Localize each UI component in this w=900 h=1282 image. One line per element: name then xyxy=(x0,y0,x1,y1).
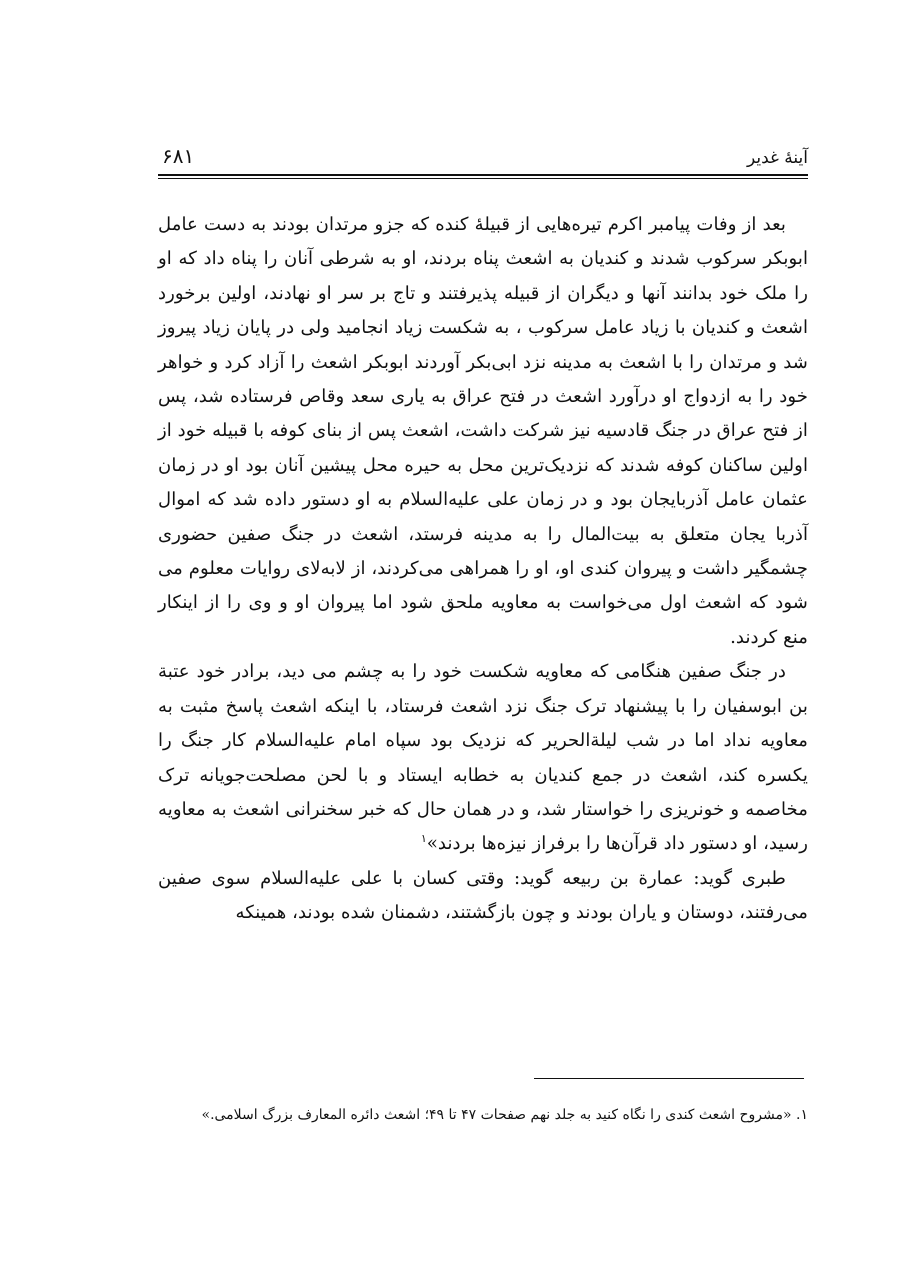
running-header xyxy=(158,144,808,174)
footnote: ۱. «مشروح اشعث کندی را نگاه کنید به جلد نهم صفحات ۴۷ تا ۴۹؛ اشعث دائره المعارف بزرگ اسلامی.» xyxy=(201,1107,808,1123)
header-rule-thin xyxy=(158,178,808,179)
body-text xyxy=(158,208,808,931)
paragraph-1: بعد از وفات پیامبر اکرم تیره‌هایی از قبیلۀ کنده که جزو مرتدان بودند به دست عامل ابوبکر سرکوب شدند و کندیان به اشعث پناه بردند، او به شرطی آنان را پناه داد که او را ملک خود بدانند آنها و دیگران از قبیله پذیرفتند و تاج بر سر او نهادند، اولین برخورد اشعث و کندیان با زیاد عامل سرکوب ، به شکست زیاد انجامید ولی در پایان زیاد پیروز شد و مرتدان را با اشعث به مدینه نزد ابی‌بکر آوردند ابوبکر اشعث را آزاد کرد و خواهر خود را به ازدواج او درآورد اشعث در فتح عراق به یاری سعد وقاص فرستاده شد، پس از فتح عراق در جنگ قادسیه نیز شرکت داشت، اشعث پس از بنای کوفه با قبیله خود از اولین ساکنان کوفه شدند که نزدیک‌ترین محل به حیره محل پیشین آنان بود او در زمان عثمان عامل آذربایجان بود و در زمان علی علیه‌السلام به او دستور داده شد که اموال آذربا یجان متعلق به بیت‌المال را به مدینه فرستد، اشعث در جنگ صفین حضوری چشمگیر داشت و پیروان کندی او، او را همراهی می‌کردند، از لابه‌لای روایات معلوم می شود که اشعث اول می‌خواست به معاویه ملحق شود اما پیروان او و وی را از اینکار منع کردند. xyxy=(158,214,808,648)
paragraph-3: طبری گوید: عمارة بن ربیعه گوید: وقتی کسان با علی علیه‌السلام سوی صفین می‌رفتند، دوستان و یاران بودند و چون بازگشتند، دشمنان شده بودند، همینکه xyxy=(158,867,808,924)
page-number: ۶۸۱ xyxy=(162,144,195,168)
header-rule xyxy=(158,174,808,176)
paragraph-2 xyxy=(158,655,808,861)
footnote-marker: ۱ xyxy=(420,832,427,846)
paragraph-2-text: در جنگ صفین هنگامی که معاویه شکست خود را به چشم می دید، برادر خود عتبة بن ابوسفیان را با پیشنهاد ترک جنگ نزد اشعث فرستاد، با اینکه اشعث پاسخ مثبت به معاویه نداد اما در شب لیلةالحریر که نزدیک بود سپاه امام علیه‌السلام کار جنگ را یکسره کند، اشعث در جمع کندیان به خطابه ایستاد و با لحن مصلحت‌جویانه ترک مخاصمه و خونریزی را خواستار شد، و در همان حال که خبر سخنرانی اشعث به معاویه رسید، او دستور داد قرآن‌ها را برفراز نیزه‌ها بردند» xyxy=(158,661,808,855)
running-title: آینۀ غدیر xyxy=(746,148,808,168)
footnote-separator xyxy=(534,1078,804,1079)
